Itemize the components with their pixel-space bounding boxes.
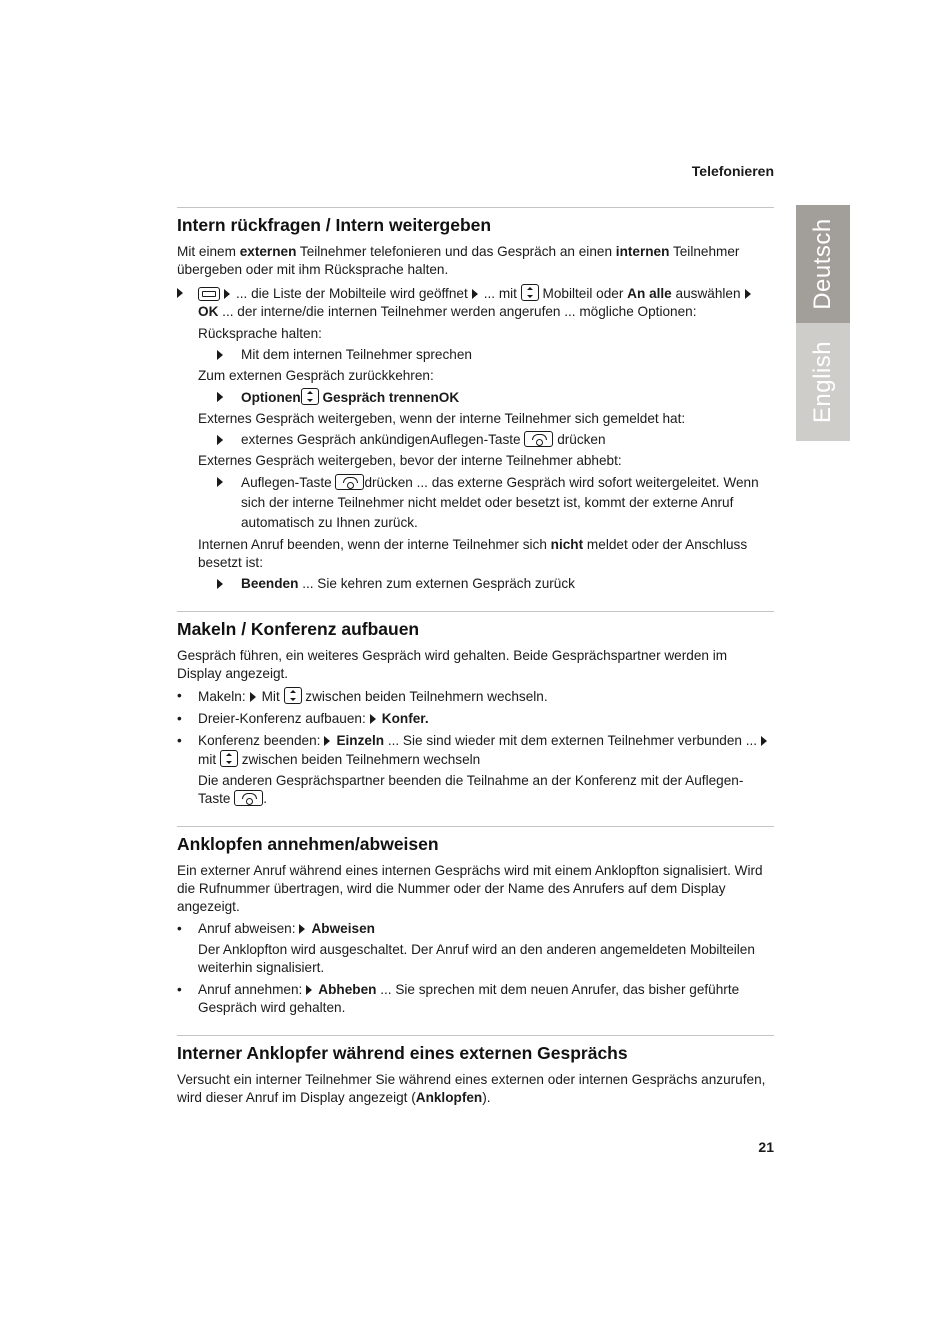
- list-item: • Dreier-Konferenz aufbauen: Konfer.: [177, 711, 429, 726]
- note-text: Die anderen Gesprächspartner beenden die Teilnahme an der Konferenz mit der Auflegen-Taste .: [198, 773, 744, 806]
- section-interner-anklopfer: [177, 1035, 774, 1125]
- menu-key-icon: [198, 287, 220, 301]
- triangle-arrow-icon: [299, 924, 305, 934]
- note-text: Der Anklopfton wird ausgeschaltet. Der Anruf wird an den anderen angemeldeten Mobilteilen weiterhin signalisiert.: [198, 942, 755, 975]
- step-open-handset-list: ... die Liste der Mobilteile wird geöffnet ... mit Mobilteil oder An alle auswählenOK ... der interne/die internen Teilnehmer werden angerufen ... mögliche Optionen:: [177, 284, 774, 321]
- list-item: • Anruf annehmen: Abheben ... Sie sprechen mit dem neuen Anrufer, das bisher geführte Gespräch wird gehalten.: [177, 982, 740, 1015]
- section-intro: Mit einem externen Teilnehmer telefonieren und das Gespräch an einen internen Teilnehmer übergeben oder mit ihm Rücksprache halten.: [177, 244, 740, 277]
- step-transfer-before: Auflegen-Taste drücken ... das externe Gespräch wird sofort weitergeleitet. Wenn sich der interne Teilnehmer nicht meldet oder besetzt ist, kommt der externe Anruf automatisch zu Ihnen zurück.: [177, 473, 774, 533]
- language-tabs: [796, 205, 850, 441]
- label-end-internal: Internen Anruf beenden, wenn der interne Teilnehmer sich nicht meldet oder der Anschluss besetzt ist:: [198, 537, 748, 570]
- running-head: Telefonieren: [691, 163, 774, 179]
- section-intro: Ein externer Anruf während eines internen Gesprächs wird mit einem Anklopfton signalisiert. Wird die Rufnummer übertragen, wird die Nummer oder der Name des Anrufers auf dem Display angezeigt.: [177, 863, 763, 914]
- list-item: • Makeln: Mit zwischen beiden Teilnehmern wechseln.: [177, 688, 548, 704]
- step-transfer-announce: externes Gespräch ankündigen Auflegen-Taste drücken: [177, 431, 774, 449]
- section-title: Interner Anklopfer während eines externen Gesprächs: [177, 1043, 628, 1063]
- triangle-arrow-icon: [217, 477, 223, 487]
- section-anklopfen: [177, 826, 774, 1035]
- navigation-key-icon: [521, 284, 539, 301]
- label-transfer-before: Externes Gespräch weitergeben, bevor der interne Teilnehmer abhebt:: [198, 453, 622, 468]
- list-item: • Konferenz beenden: Einzeln ... Sie sind wieder mit dem externen Teilnehmer verbunden ...mit zwischen beiden Teilnehmern wechseln: [177, 732, 774, 769]
- triangle-arrow-icon: [745, 289, 751, 299]
- triangle-arrow-icon: [217, 392, 223, 402]
- label-transfer-announce: Externes Gespräch weitergeben, wenn der interne Teilnehmer sich gemeldet hat:: [198, 411, 686, 426]
- end-call-key-icon: [234, 790, 263, 806]
- triangle-arrow-icon: [472, 289, 478, 299]
- tab-english[interactable]: English: [796, 323, 850, 441]
- triangle-arrow-icon: [224, 289, 230, 299]
- page-content: [177, 207, 774, 1125]
- list-item: • Anruf abweisen: Abweisen: [177, 921, 375, 936]
- label-return: Zum externen Gespräch zurückkehren:: [198, 368, 434, 383]
- triangle-arrow-icon: [217, 579, 223, 589]
- triangle-arrow-icon: [761, 736, 767, 746]
- triangle-arrow-icon: [177, 288, 183, 298]
- section-title: Makeln / Konferenz aufbauen: [177, 619, 420, 639]
- navigation-key-icon: [301, 388, 319, 405]
- label-rueckspraeche: Rücksprache halten:: [198, 326, 322, 341]
- step-return: Optionen Gespräch trennen OK: [177, 388, 774, 407]
- triangle-arrow-icon: [217, 435, 223, 445]
- navigation-key-icon: [220, 750, 238, 767]
- triangle-arrow-icon: [250, 692, 256, 702]
- end-call-key-icon: [335, 474, 364, 490]
- tab-deutsch[interactable]: Deutsch: [796, 205, 850, 323]
- navigation-key-icon: [284, 687, 302, 704]
- section-intern-rueckfragen: [177, 207, 774, 611]
- section-intro: Versucht ein interner Teilnehmer Sie während eines externen oder internen Gesprächs anzurufen, wird dieser Anruf im Display angezeigt (Anklopfen).: [177, 1072, 766, 1105]
- triangle-arrow-icon: [370, 714, 376, 724]
- triangle-arrow-icon: [217, 350, 223, 360]
- section-makeln-konferenz: [177, 611, 774, 826]
- section-title: Anklopfen annehmen/abweisen: [177, 834, 439, 854]
- section-title: Intern rückfragen / Intern weitergeben: [177, 215, 492, 235]
- step-end-internal: Beenden ... Sie kehren zum externen Gespräch zurück: [177, 575, 774, 593]
- step-hold: Mit dem internen Teilnehmer sprechen: [177, 346, 774, 364]
- section-intro: Gespräch führen, ein weiteres Gespräch wird gehalten. Beide Gesprächspartner werden im Display angezeigt.: [177, 648, 728, 681]
- triangle-arrow-icon: [306, 985, 312, 995]
- page-number: 21: [758, 1139, 774, 1155]
- triangle-arrow-icon: [324, 736, 330, 746]
- end-call-key-icon: [524, 431, 553, 447]
